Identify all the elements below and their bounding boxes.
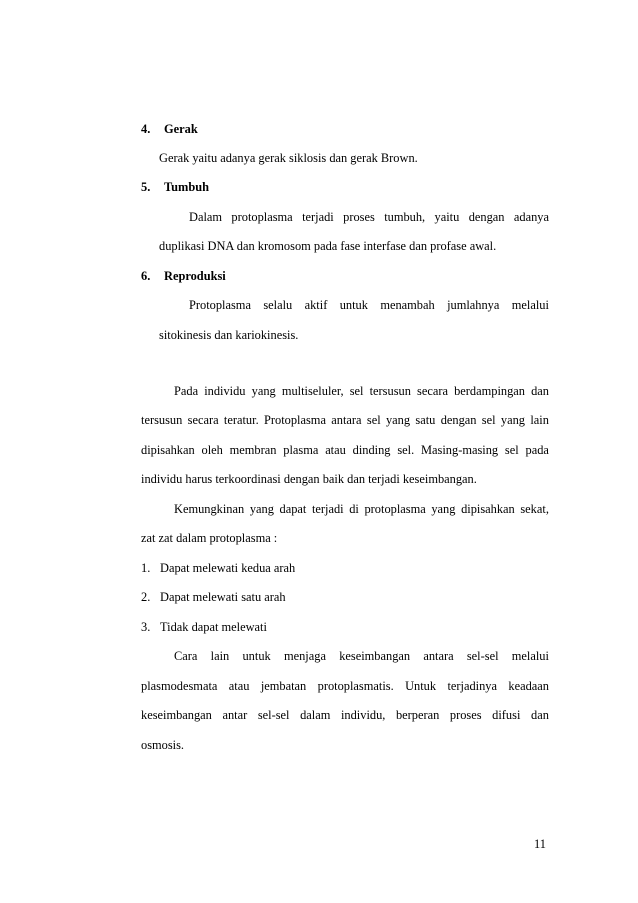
section-text: Gerak yaitu adanya gerak siklosis dan gerak Brown. (159, 151, 418, 165)
section-text: duplikasi DNA dan kromosom pada fase interfase dan profase awal. (159, 239, 497, 253)
section-text: Protoplasma selalu aktif untuk menambah jumlahnya melalui (189, 298, 549, 312)
list-item: 3. Tidak dapat melewati (141, 620, 267, 634)
section-text: sitokinesis dan kariokinesis. (159, 328, 299, 342)
paragraph-line: tersusun secara teratur. Protoplasma antara sel yang satu dengan sel yang lain (141, 413, 549, 427)
section-text: Dalam protoplasma terjadi proses tumbuh, yaitu dengan adanya (189, 210, 549, 224)
section-heading-gerak: 4. Gerak (141, 122, 198, 136)
paragraph-line: osmosis. (141, 738, 185, 752)
paragraph-line: individu harus terkoordinasi dengan baik dan terjadi keseimbangan. (141, 472, 477, 486)
paragraph-line: zat zat dalam protoplasma : (141, 531, 278, 545)
paragraph-line: dipisahkan oleh membran plasma atau dinding sel. Masing-masing sel pada (141, 443, 549, 457)
section-heading-tumbuh: 5. Tumbuh (141, 180, 210, 194)
paragraph-line: keseimbangan antar sel-sel dalam individu, berperan proses difusi dan (141, 708, 549, 722)
list-item: 1. Dapat melewati kedua arah (141, 561, 296, 575)
paragraph-line: Cara lain untuk menjaga keseimbangan antara sel-sel melalui (174, 649, 549, 663)
list-item: 2. Dapat melewati satu arah (141, 590, 286, 604)
paragraph-line: Pada individu yang multiseluler, sel tersusun secara berdampingan dan (174, 384, 549, 398)
page-number: 11 (534, 837, 546, 851)
section-heading-reproduksi: 6. Reproduksi (141, 269, 226, 283)
paragraph-line: plasmodesmata atau jembatan protoplasmatis. Untuk terjadinya keadaan (141, 679, 549, 693)
paragraph-line: Kemungkinan yang dapat terjadi di protoplasma yang dipisahkan sekat, (174, 502, 549, 516)
